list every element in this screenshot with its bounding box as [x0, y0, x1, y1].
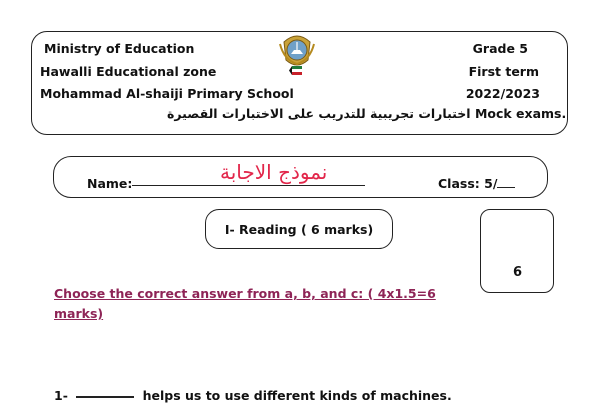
name-field[interactable]	[132, 185, 365, 186]
question-number: 1-	[54, 388, 68, 403]
class-field[interactable]	[438, 176, 515, 191]
year-text: 2022/2023	[465, 86, 540, 101]
mock-exams-text: Mock exams.	[474, 106, 567, 121]
grade-text: Grade 5	[472, 41, 528, 56]
school-text: Mohammad Al-shaiji Primary School	[40, 86, 294, 101]
zone-text: Hawalli Educational zone	[40, 64, 217, 79]
answer-blank[interactable]	[76, 396, 134, 398]
answer-key-label: نموذج الاجابة	[220, 160, 328, 184]
arabic-title: اختبارات تجريبية للتدريب على الاختبارات القصيرة	[167, 106, 471, 121]
score-box	[480, 209, 554, 293]
question-1	[54, 388, 452, 403]
term-text: First term	[468, 64, 539, 79]
class-label: Class: 5/	[438, 176, 498, 191]
section-score: 6	[513, 265, 523, 280]
section-title-box	[205, 209, 393, 249]
mock-exams-line	[167, 108, 566, 121]
question-text: helps us to use different kinds of machines.	[142, 388, 452, 403]
name-label: Name:	[87, 176, 133, 191]
class-blank	[497, 187, 515, 188]
instruction-text: Choose the correct answer from a, b, and c: ( 4x1.5=6 marks)	[54, 286, 436, 321]
ministry-text: Ministry of Education	[44, 41, 195, 56]
section-title: I- Reading ( 6 marks)	[224, 221, 374, 237]
kuwait-emblem-icon	[278, 30, 316, 80]
